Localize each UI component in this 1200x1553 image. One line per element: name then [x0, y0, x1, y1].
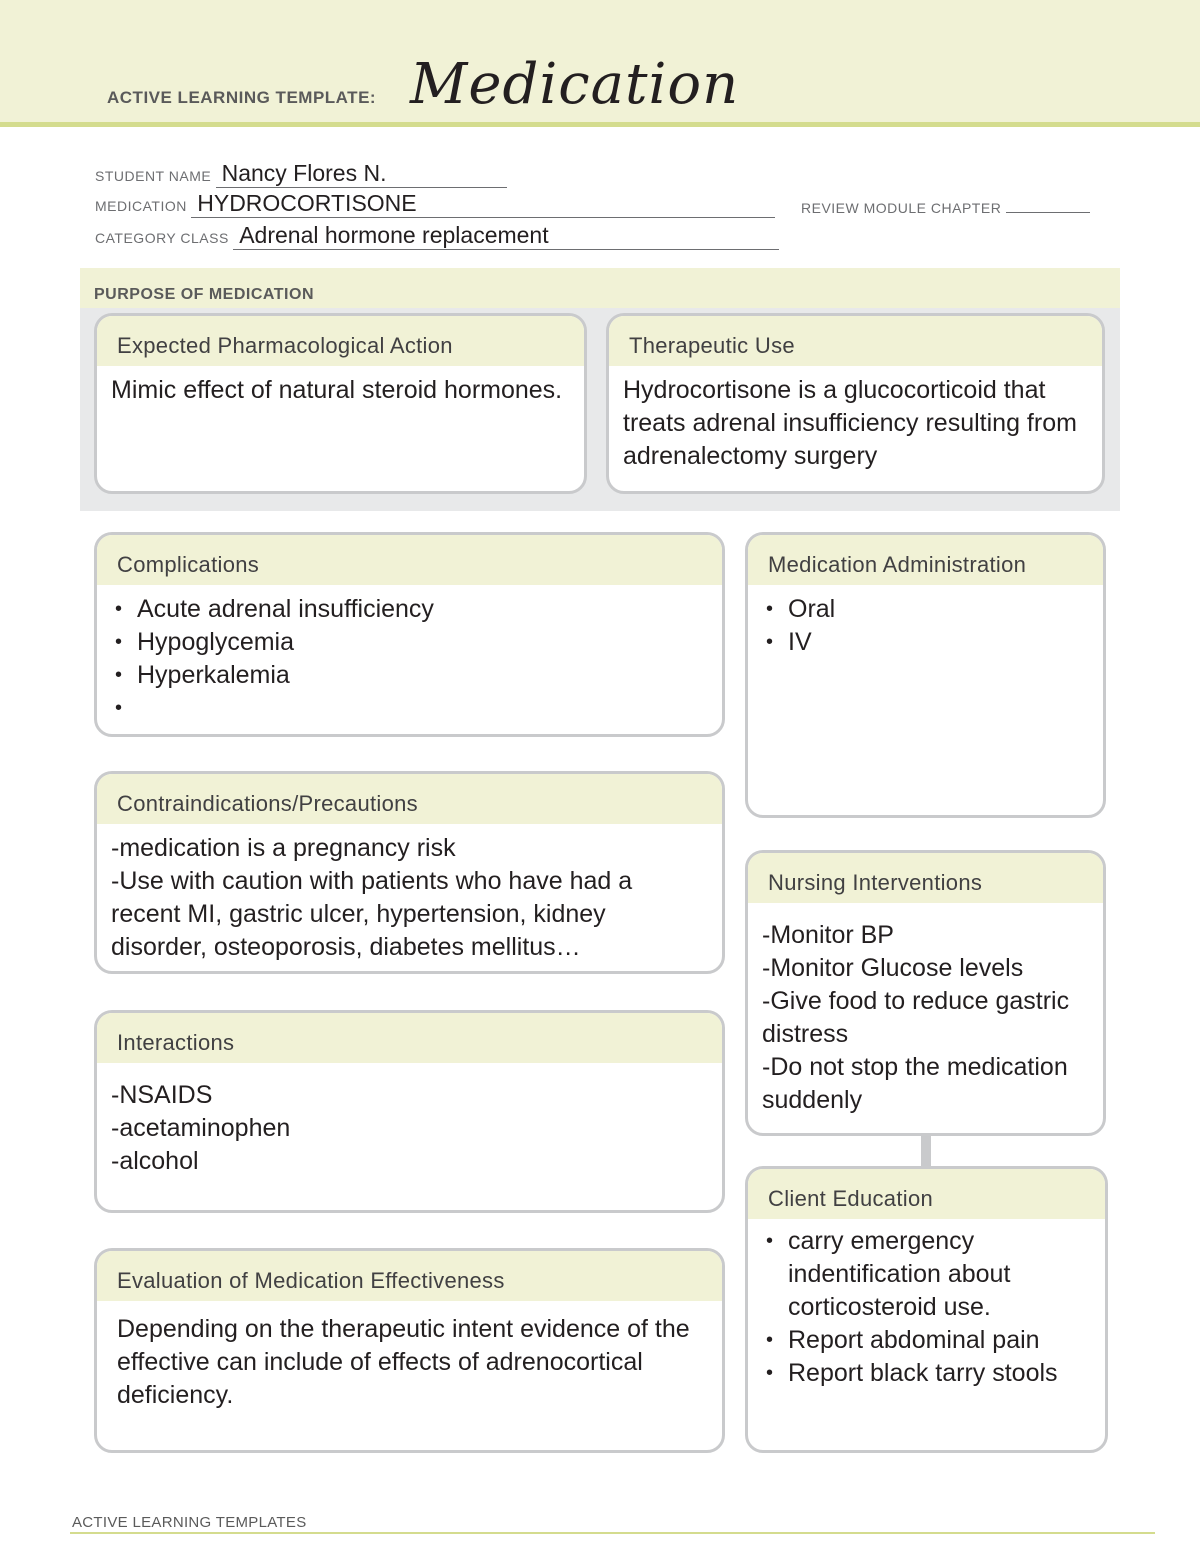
student-name-value: Nancy Flores N. [221, 160, 387, 186]
interaction-line: -NSAIDS [111, 1081, 213, 1109]
complications-heading: Complications [97, 535, 722, 585]
complications-box [94, 532, 725, 737]
expected-action-text[interactable]: Mimic effect of natural steroid hormones. [111, 376, 563, 404]
client-education-box [745, 1166, 1108, 1453]
review-module-field[interactable] [1006, 196, 1090, 213]
complication-item: • Hypoglycemia [111, 626, 708, 659]
expected-action-box [94, 313, 587, 494]
education-item: • Report black tarry stools [762, 1357, 1091, 1390]
education-item: • Report abdominal pain [762, 1324, 1091, 1357]
nursing-line: -Monitor Glucose levels [762, 954, 1024, 982]
nursing-line: -Monitor BP [762, 921, 894, 949]
therapeutic-use-text[interactable]: Hydrocortisone is a glucocorticoid that treats adrenal insufficiency resulting from adrenalectomy surgery [623, 376, 1077, 470]
nursing-interventions-body[interactable] [748, 903, 1103, 1125]
footer-rule [70, 1532, 1155, 1534]
purpose-title: PURPOSE OF MEDICATION [94, 286, 314, 303]
contraindications-body[interactable] [97, 824, 722, 972]
category-class-value: Adrenal hormone replacement [239, 222, 549, 248]
expected-action-heading: Expected Pharmacological Action [97, 316, 584, 366]
interactions-body[interactable] [97, 1063, 722, 1186]
complication-item: • Acute adrenal insufficiency [111, 593, 708, 626]
interactions-box [94, 1010, 725, 1213]
evaluation-text[interactable]: Depending on the therapeutic intent evidence of the effective can include of effects of adrenocortical deficiency. [117, 1315, 690, 1409]
nursing-line: -Give food to reduce gastric distress [762, 987, 1070, 1048]
contraindications-box [94, 771, 725, 974]
category-class-field[interactable] [233, 222, 779, 250]
medication-label: MEDICATION [95, 198, 187, 214]
contraindication-line: -Use with caution with patients who have had a recent MI, gastric ulcer, hypertension, kidney disorder, osteoporosis, diabetes mellitus… [111, 867, 633, 961]
box-connector [921, 1134, 931, 1166]
therapeutic-use-box [606, 313, 1105, 494]
administration-box [745, 532, 1106, 818]
review-module-label: REVIEW MODULE CHAPTER [801, 200, 1002, 216]
interaction-line: -acetaminophen [111, 1114, 291, 1142]
nursing-interventions-box [745, 850, 1106, 1136]
education-item: • carry emergency indentification about corticosteroid use. [762, 1225, 1091, 1324]
review-module-row [801, 196, 1090, 216]
student-name-row [95, 160, 507, 188]
nursing-interventions-heading: Nursing Interventions [748, 853, 1103, 903]
administration-body[interactable] [748, 585, 1103, 667]
evaluation-box [94, 1248, 725, 1453]
medication-value: HYDROCORTISONE [197, 190, 417, 216]
medication-field[interactable] [191, 190, 775, 218]
nursing-line: -Do not stop the medication suddenly [762, 1053, 1068, 1114]
header-band [0, 0, 1200, 127]
interactions-heading: Interactions [97, 1013, 722, 1063]
administration-item: • Oral [762, 593, 1089, 626]
client-education-body[interactable] [748, 1219, 1105, 1398]
student-name-label: STUDENT NAME [95, 168, 212, 184]
complications-body[interactable] [97, 585, 722, 733]
client-education-heading: Client Education [748, 1169, 1105, 1219]
complication-item [111, 692, 708, 725]
administration-heading: Medication Administration [748, 535, 1103, 585]
medication-row [95, 190, 775, 218]
category-class-label: CATEGORY CLASS [95, 230, 229, 246]
student-name-field[interactable] [216, 160, 507, 188]
category-class-row [95, 222, 779, 250]
footer-label: ACTIVE LEARNING TEMPLATES [72, 1514, 307, 1531]
page-title: Medication [410, 52, 740, 117]
template-label: ACTIVE LEARNING TEMPLATE: [107, 88, 377, 107]
contraindication-line: -medication is a pregnancy risk [111, 834, 456, 862]
interaction-line: -alcohol [111, 1147, 199, 1175]
contraindications-heading: Contraindications/Precautions [97, 774, 722, 824]
administration-item: • IV [762, 626, 1089, 659]
complication-item: • Hyperkalemia [111, 659, 708, 692]
therapeutic-use-heading: Therapeutic Use [609, 316, 1102, 366]
evaluation-heading: Evaluation of Medication Effectiveness [97, 1251, 722, 1301]
